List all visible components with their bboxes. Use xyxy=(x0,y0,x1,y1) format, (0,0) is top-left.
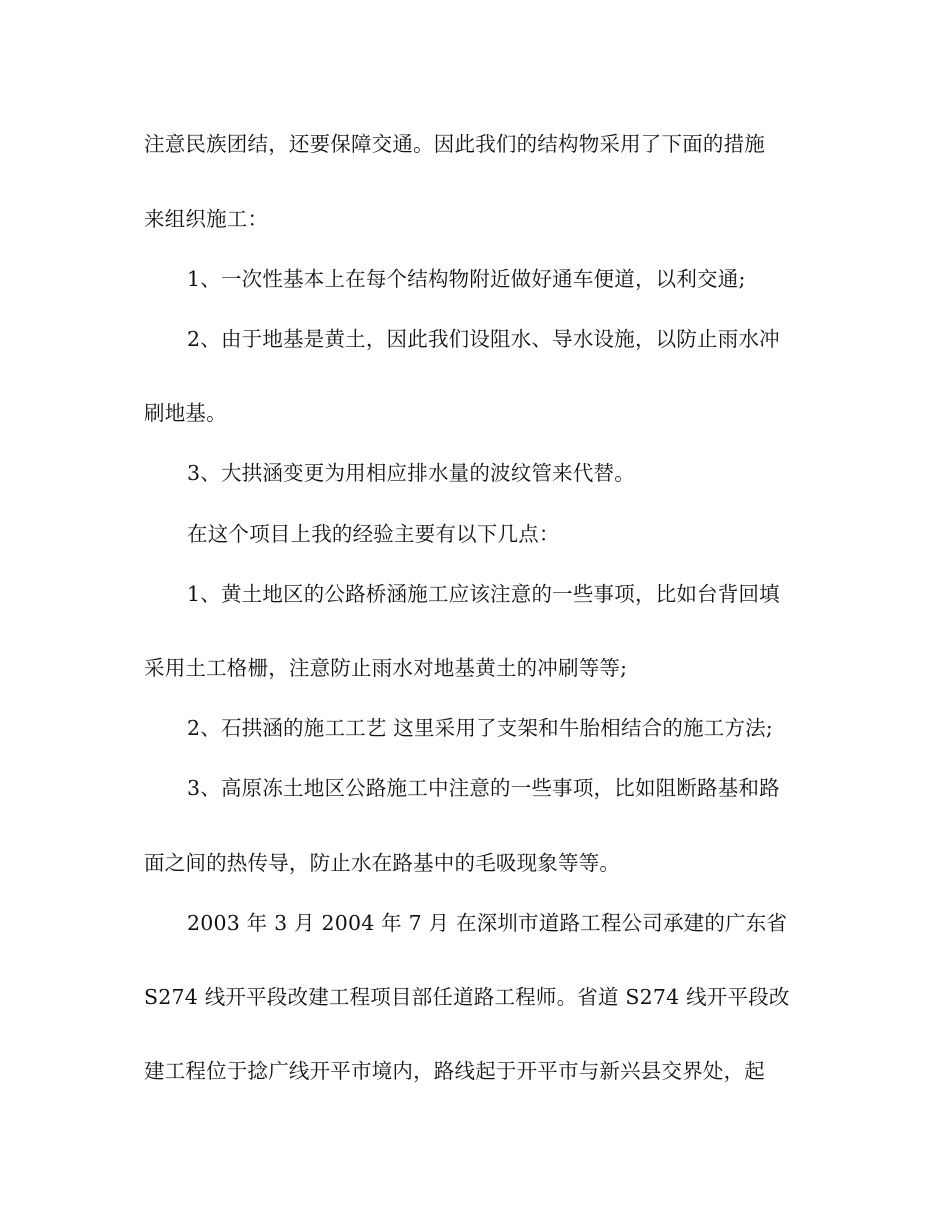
text-line: 刷地基。 xyxy=(144,401,227,425)
text-line: 3、高原冻土地区公路施工中注意的一些事项，比如阻断路基和路 xyxy=(187,776,780,800)
text-line: 建工程位于捻广线开平市境内，路线起于开平市与新兴县交界处，起 xyxy=(144,1059,765,1083)
text-line: 2、石拱涵的施工工艺 这里采用了支架和牛胎相结合的施工方法; xyxy=(187,716,773,740)
text-line: 在这个项目上我的经验主要有以下几点： xyxy=(187,522,560,546)
text-line: 2003 年 3 月 2004 年 7 月 在深圳市道路工程公司承建的广东省 xyxy=(187,911,788,935)
text-line: 注意民族团结，还要保障交通。因此我们的结构物采用了下面的措施 xyxy=(144,132,765,156)
text-line: 来组织施工： xyxy=(144,207,269,231)
text-line: 1、黄土地区的公路桥涵施工应该注意的一些事项，比如台背回填 xyxy=(187,582,780,606)
text-line: 2、由于地基是黄土，因此我们设阻水、导水设施，以防止雨水冲 xyxy=(187,327,780,351)
text-line: 1、一次性基本上在每个结构物附近做好通车便道，以利交通; xyxy=(187,267,746,291)
text-line: 采用土工格栅，注意防止雨水对地基黄土的冲刷等等; xyxy=(144,656,628,680)
text-line: 3、大拱涵变更为用相应排水量的波纹管来代替。 xyxy=(187,461,635,485)
text-line: S274 线开平段改建工程项目部任道路工程师。省道 S274 线开平段改 xyxy=(144,985,790,1009)
text-line: 面之间的热传导，防止水在路基中的毛吸现象等等。 xyxy=(144,851,621,875)
